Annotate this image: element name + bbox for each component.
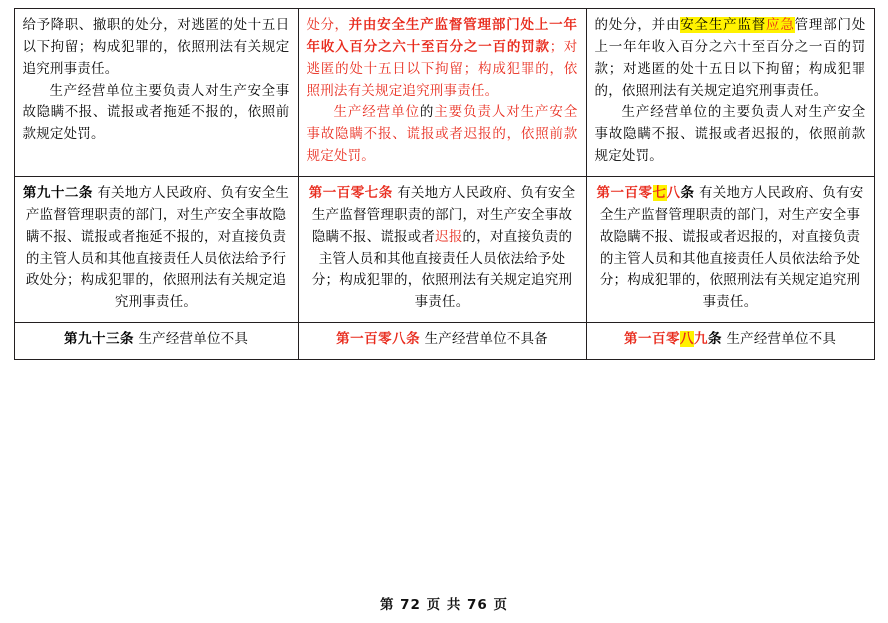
text-run: 第九十三条 <box>63 331 134 348</box>
column-old-law <box>14 177 298 323</box>
text-run: 并由安全生产监督管理部门处上一年年收入百分之六十至百分之一百的罚款 <box>306 17 578 55</box>
text-run: 有关地方人民政府、负有安全生产监督管理职责的部门，对生产安全事故隐瞒不报、谎报或者拖延不报的，对直接负责的主管人员和其他直接责任人员依法给予行政处分；构成犯罪的，依照刑法有关规定追究刑事责任。 <box>25 185 290 311</box>
text-run: 迟报 <box>435 228 463 245</box>
text-run: 七 <box>652 185 667 202</box>
page-footer: 第 72 页 共 76 页 <box>379 597 509 613</box>
text-run: 处分， <box>306 17 349 33</box>
text-run: 的 <box>419 104 435 121</box>
article-paragraph <box>307 329 578 351</box>
column-old-law <box>14 9 298 177</box>
body-paragraph <box>595 102 866 168</box>
article-paragraph <box>595 329 866 351</box>
body-paragraph <box>23 15 290 81</box>
text-run: 条 <box>707 331 722 348</box>
article-paragraph <box>23 183 290 314</box>
article-paragraph <box>23 329 290 351</box>
column-amendment-draft <box>298 9 586 177</box>
text-run: 生产经营单位主要负责人对生产安全事故隐瞒不报、谎报或者拖延不报的，依照前款规定处罚。 <box>22 82 290 143</box>
text-run: 第一百零 <box>596 185 653 202</box>
text-run: 九 <box>693 331 708 348</box>
row-article-93 <box>14 323 874 360</box>
article-paragraph <box>307 183 578 314</box>
text-run: 的处分，并由 <box>594 17 681 33</box>
column-amendment-draft <box>298 177 586 323</box>
body-paragraph <box>595 15 866 102</box>
law-comparison-table <box>14 8 875 360</box>
text-run: 生产经营单位的主要负责人对生产安全事故隐瞒不报、谎报或者迟报的，依照前款规定处罚。 <box>594 104 866 165</box>
text-run: 生产经营单位不具 <box>133 331 249 348</box>
text-run: 应急 <box>766 17 795 33</box>
text-run: 生产经营单位不具 <box>721 331 837 348</box>
article-paragraph <box>595 183 866 314</box>
text-run: 八 <box>679 331 694 348</box>
text-run: 的，依照前款规定处罚。 <box>306 126 578 165</box>
body-paragraph <box>23 81 290 147</box>
text-run: 生产经营单位不具备 <box>420 331 548 348</box>
text-run: 的，对直接负责的主管人员和其他直接责任人员依法给予处分；构成犯罪的，依照刑法有关规定追究刑事责任。 <box>311 228 573 311</box>
text-run: ；对逃匿的处十五日以下拘留；构成犯罪的，依照刑法有关规定追究刑事责任。 <box>306 38 578 99</box>
text-run: 管理部门处上一年年收入百分之六十至百分之一百的罚款；对逃匿的处十五日以下拘留；构成犯罪的，依照刑法有关规定追究刑事责任。 <box>594 17 866 99</box>
text-run: 第一百零七条 <box>308 185 393 202</box>
text-run: 安全生产监督 <box>680 17 767 33</box>
text-run: 有关地方人民政府、负有安全生产监督管理职责的部门，对生产安全事故隐瞒不报、谎报或者 <box>311 185 576 245</box>
text-run: 生产经营单位 <box>333 104 420 121</box>
column-new-law <box>586 323 874 360</box>
column-new-law <box>586 9 874 177</box>
text-run: 主要负责人对生产安全事故隐瞒不报、谎报或者 <box>306 104 578 143</box>
text-run: 第一百零 <box>623 331 680 348</box>
body-paragraph <box>307 102 578 168</box>
text-run: 条 <box>680 185 695 202</box>
table-body <box>14 9 874 360</box>
row-continuation <box>14 9 874 177</box>
row-article-92 <box>14 177 874 323</box>
text-run: 第一百零八条 <box>336 331 421 348</box>
text-run: 有关地方人民政府、负有安全生产监督管理职责的部门，对生产安全事故隐瞒不报、谎报或者迟报的，对直接负责的主管人员和其他直接责任人员依法给予处分；构成犯罪的，依照刑法有关规定追究刑事责任。 <box>599 185 864 311</box>
document-page <box>0 8 888 623</box>
text-run: 给予降职、撤职的处分，对逃匿的处十五日以下拘留；构成犯罪的，依照刑法有关规定追究刑事责任。 <box>22 17 290 77</box>
text-run: 八 <box>666 185 681 202</box>
column-old-law <box>14 323 298 360</box>
body-paragraph <box>307 15 578 102</box>
text-run: 迟报 <box>463 126 493 143</box>
column-amendment-draft <box>298 323 586 360</box>
column-new-law <box>586 177 874 323</box>
text-run: 第九十二条 <box>22 185 93 202</box>
